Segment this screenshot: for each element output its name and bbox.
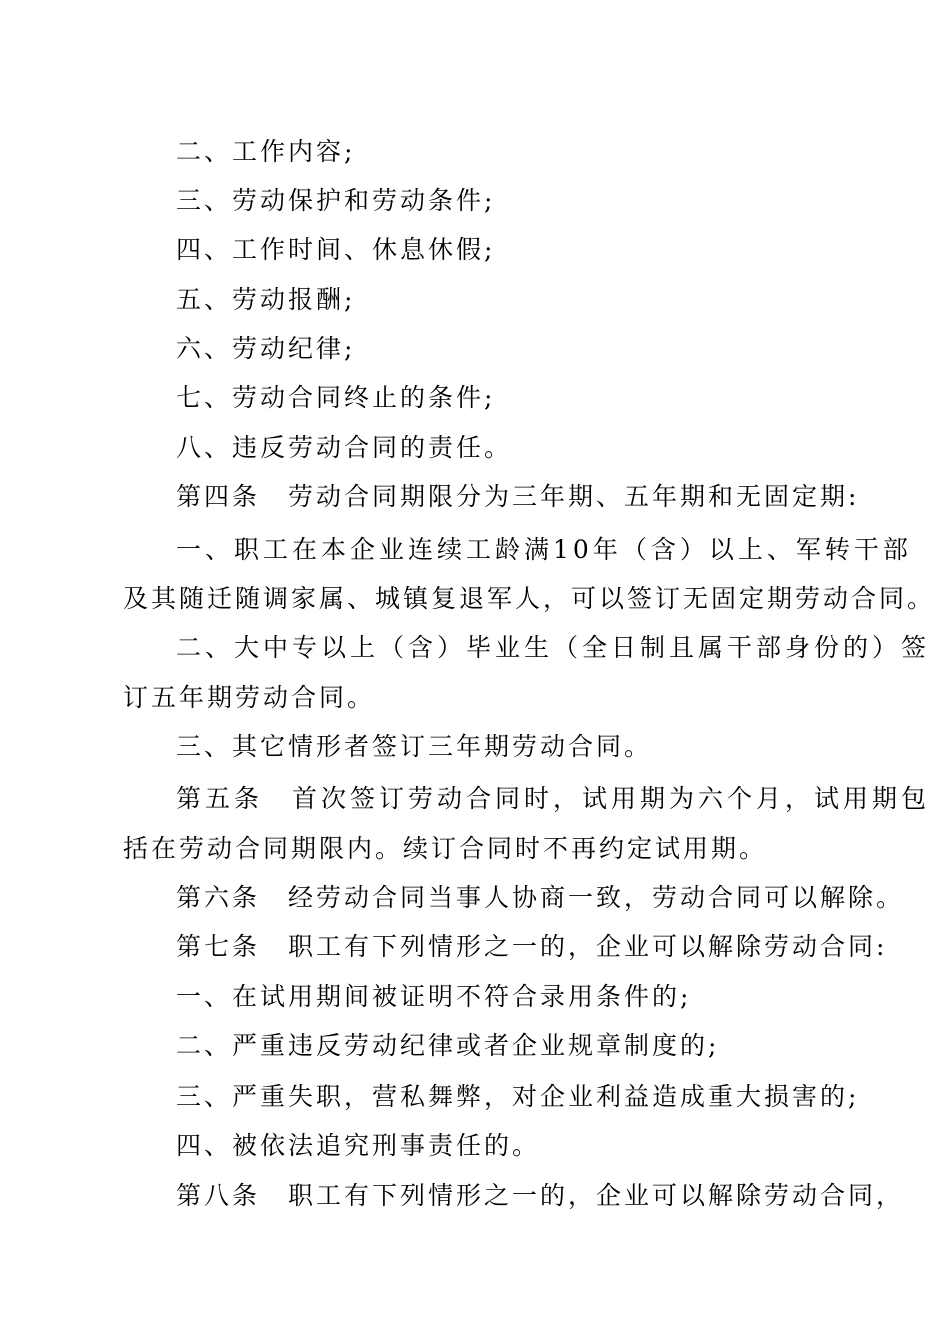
text-line: 一、职工在本企业连续工龄满10年（含）以上、军转干部 — [176, 535, 912, 564]
text-line: 二、严重违反劳动纪律或者企业规章制度的; — [176, 1031, 720, 1060]
text-line: 三、其它情形者签订三年期劳动合同。 — [176, 732, 653, 761]
text-line: 括在劳动合同期限内。续订合同时不再约定试用期。 — [123, 834, 768, 863]
article-heading: 第八条 职工有下列情形之一的，企业可以解除劳动合同， — [176, 1181, 905, 1210]
article-heading: 第七条 职工有下列情形之一的，企业可以解除劳动合同: — [176, 932, 888, 961]
article-heading: 第六条 经劳动合同当事人协商一致，劳动合同可以解除。 — [176, 883, 905, 912]
text-line: 二、大中专以上（含）毕业生（全日制且属干部身份的）签 — [176, 633, 931, 662]
text-line: 及其随迁随调家属、城镇复退军人，可以签订无固定期劳动合同。 — [123, 584, 936, 613]
text-line: 四、工作时间、休息休假; — [176, 235, 496, 264]
text-line: 三、劳动保护和劳动条件; — [176, 186, 496, 215]
text-line: 三、严重失职，营私舞弊，对企业利益造成重大损害的; — [176, 1082, 860, 1111]
text-line: 五、劳动报酬; — [176, 285, 356, 314]
text-line: 四、被依法追究刑事责任的。 — [176, 1131, 541, 1160]
text-line: 七、劳动合同终止的条件; — [176, 383, 496, 412]
article-heading: 第五条 首次签订劳动合同时，试用期为六个月，试用期包 — [176, 784, 931, 813]
text-line: 一、在试用期间被证明不符合录用条件的; — [176, 982, 692, 1011]
text-line: 二、工作内容; — [176, 137, 356, 166]
article-heading: 第四条 劳动合同期限分为三年期、五年期和无固定期: — [176, 482, 860, 511]
text-line: 订五年期劳动合同。 — [123, 683, 376, 712]
text-line: 六、劳动纪律; — [176, 334, 356, 363]
text-line: 八、违反劳动合同的责任。 — [176, 433, 513, 462]
